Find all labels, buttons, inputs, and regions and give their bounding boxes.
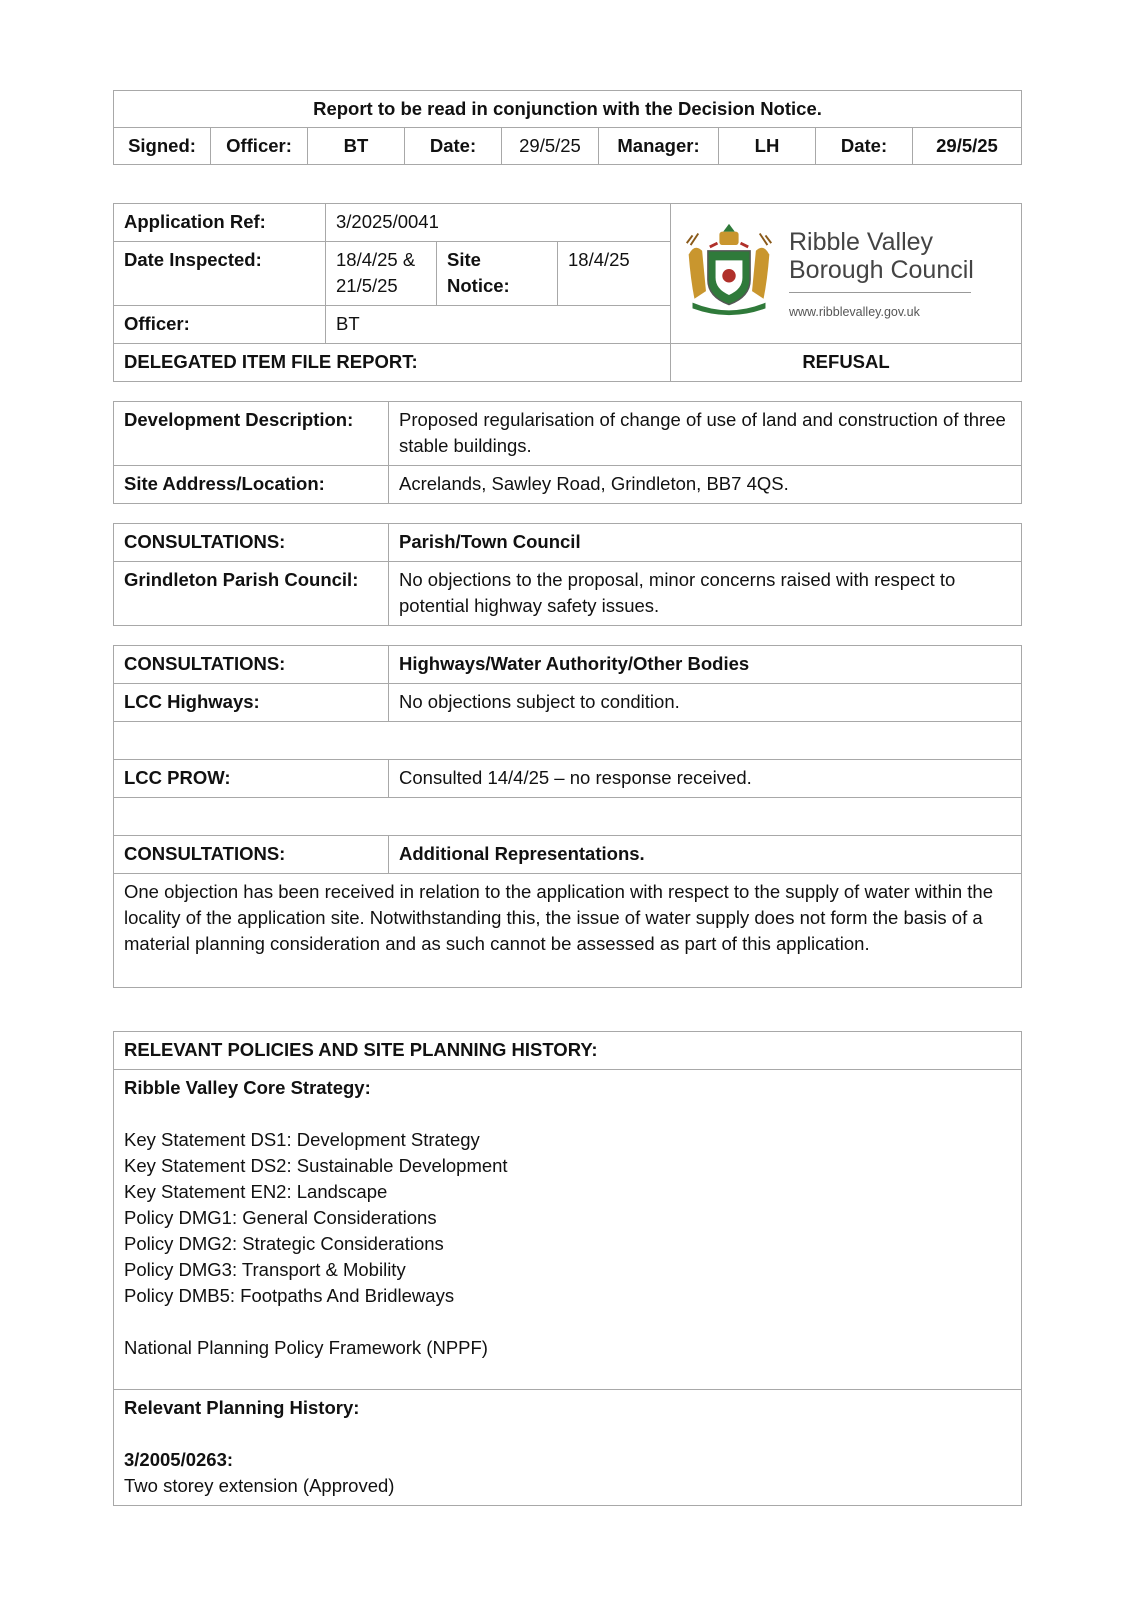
lcc-highways-label: LCC Highways:: [114, 684, 389, 722]
application-table: [113, 203, 1022, 382]
policy-item: Policy DMG1: General Considerations: [124, 1207, 437, 1228]
council-name-line1: Ribble Valley: [789, 228, 934, 256]
manager-label: Manager:: [599, 128, 719, 165]
manager-value: LH: [719, 128, 816, 165]
planning-history-heading: Relevant Planning History:: [124, 1397, 360, 1418]
parish-council-label: Grindleton Parish Council:: [114, 562, 389, 626]
lcc-prow-label: LCC PROW:: [114, 760, 389, 798]
site-notice-label: Site Notice:: [437, 242, 558, 306]
date-inspected-label: Date Inspected:: [114, 242, 326, 306]
additional-consultations-label: CONSULTATIONS:: [114, 836, 389, 874]
nppf-item: National Planning Policy Framework (NPPF): [124, 1337, 488, 1358]
delegated-report-label: DELEGATED ITEM FILE REPORT:: [114, 344, 671, 382]
signoff-officer-label: Officer:: [211, 128, 308, 165]
lcc-prow-response: Consulted 14/4/25 – no response received.: [389, 760, 1022, 798]
coat-of-arms-icon: [681, 222, 777, 318]
policy-item: Policy DMG3: Transport & Mobility: [124, 1259, 406, 1280]
development-description-label: Development Description:: [114, 402, 389, 466]
report-notice: Report to be read in conjunction with the Decision Notice.: [114, 91, 1022, 128]
additional-representations-heading: Additional Representations.: [389, 836, 1022, 874]
signoff-date-label: Date:: [405, 128, 502, 165]
highways-consultations-heading: Highways/Water Authority/Other Bodies: [389, 646, 1022, 684]
planning-history-section: [114, 1390, 1022, 1506]
policy-item: Policy DMG2: Strategic Considerations: [124, 1233, 444, 1254]
policy-item: Key Statement EN2: Landscape: [124, 1181, 388, 1202]
site-address-label: Site Address/Location:: [114, 466, 389, 504]
signoff-table: [113, 90, 1022, 165]
application-ref-value: 3/2025/0041: [326, 204, 671, 242]
parish-consultations-table: [113, 523, 1022, 626]
lcc-highways-response: No objections subject to condition.: [389, 684, 1022, 722]
council-logo: [671, 204, 1022, 344]
council-url: www.ribblevalley.gov.uk: [789, 305, 920, 319]
council-divider: [789, 292, 971, 293]
signed-label: Signed:: [114, 128, 211, 165]
highways-consultations-table: [113, 645, 1022, 988]
officer-value: BT: [326, 306, 671, 344]
policy-item: Key Statement DS1: Development Strategy: [124, 1129, 480, 1150]
date-inspected-value: 18/4/25 & 21/5/25: [326, 242, 437, 306]
parish-council-response: No objections to the proposal, minor concerns raised with respect to potential highway safety issues.: [389, 562, 1022, 626]
development-table: [113, 401, 1022, 504]
parish-consultations-heading: Parish/Town Council: [389, 524, 1022, 562]
signoff-date-value: 29/5/25: [502, 128, 599, 165]
decision-value: REFUSAL: [671, 344, 1022, 382]
additional-representations-text: One objection has been received in relation to the application with respect to the supply of water within the locality of the application site. Notwithstanding this, the issue of water supply does not form the basis of a material planning consideration and as such cannot be assessed as part of this application.: [114, 874, 1022, 988]
policy-item: Key Statement DS2: Sustainable Development: [124, 1155, 508, 1176]
site-notice-value: 18/4/25: [558, 242, 671, 306]
parish-consultations-label: CONSULTATIONS:: [114, 524, 389, 562]
history-ref: 3/2005/0263:: [124, 1449, 234, 1470]
policies-heading: RELEVANT POLICIES AND SITE PLANNING HISTORY:: [114, 1032, 1022, 1070]
development-description-value: Proposed regularisation of change of use of land and construction of three stable buildings.: [389, 402, 1022, 466]
core-strategy-heading: Ribble Valley Core Strategy:: [124, 1077, 371, 1098]
history-description: Two storey extension (Approved): [124, 1475, 395, 1496]
manager-date-label: Date:: [816, 128, 913, 165]
application-ref-label: Application Ref:: [114, 204, 326, 242]
council-name-line2: Borough Council: [789, 256, 974, 284]
manager-date-value: 29/5/25: [913, 128, 1022, 165]
spacer-row: [114, 722, 1022, 760]
policy-item: Policy DMB5: Footpaths And Bridleways: [124, 1285, 455, 1306]
site-address-value: Acrelands, Sawley Road, Grindleton, BB7 4QS.: [389, 466, 1022, 504]
signoff-officer-value: BT: [308, 128, 405, 165]
policies-table: [113, 1031, 1022, 1506]
highways-consultations-label: CONSULTATIONS:: [114, 646, 389, 684]
officer-label: Officer:: [114, 306, 326, 344]
spacer-row: [114, 798, 1022, 836]
core-strategy-section: [114, 1070, 1022, 1390]
